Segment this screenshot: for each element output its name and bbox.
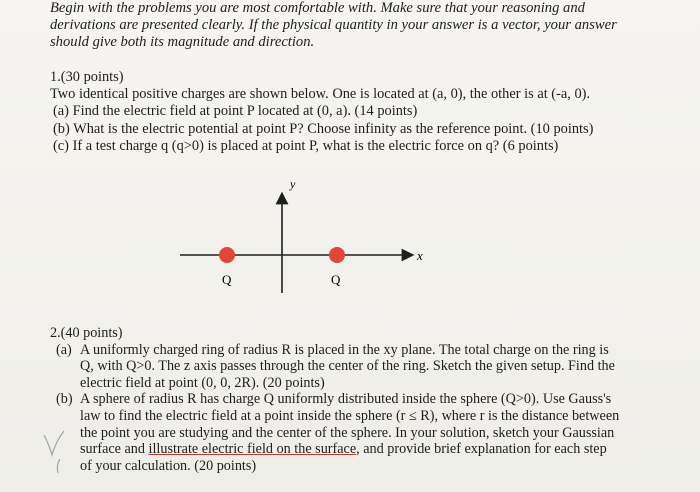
- part-label: (b): [56, 391, 73, 408]
- instructions-line: derivations are presented clearly. If the physical quantity in your answer is a vector, your answer: [50, 17, 617, 33]
- y-axis-label: y: [290, 177, 296, 191]
- right-charge: [329, 247, 345, 263]
- left-charge: [219, 247, 235, 263]
- part-line: of your calculation. (20 points): [80, 457, 257, 474]
- charges-diagram: [170, 170, 450, 295]
- part-line: A uniformly charged ring of radius R is placed in the xy plane. The total charge on the ring is: [80, 341, 609, 358]
- instructions: [50, 0, 670, 51]
- part-line: the point you are studying and the center of the sphere. In your solution, sketch your Gaussian: [80, 424, 615, 441]
- question-1-statement: Two identical positive charges are shown below. One is located at (a, 0), the other is at (-a, 0).: [50, 86, 591, 103]
- instructions-line: Begin with the problems you are most comfortable with. Make sure that your reasoning and: [50, 0, 585, 16]
- handwritten-check-mark: [34, 425, 74, 485]
- question-1-part-c: (c) If a test charge q (q>0) is placed at point P, what is the electric force on q? (6 points): [53, 137, 559, 154]
- part-label: (a): [56, 341, 72, 358]
- question-2-part-b: [50, 391, 670, 474]
- question-1-part-a: (a) Find the electric field at point P located at (0, a). (14 points): [53, 103, 418, 120]
- underlined-phrase: illustrate electric field on the surface: [148, 441, 357, 458]
- x-axis-label: x: [417, 248, 423, 263]
- question-2-header: 2.(40 points): [50, 325, 123, 341]
- part-text: , and provide brief explanation for each step: [356, 441, 607, 458]
- part-line: law to find the electric field at a point inside the sphere (r ≤ R), where r is the distance between: [80, 407, 620, 424]
- right-charge-label: Q: [331, 272, 341, 287]
- part-line: Q, with Q>0. The z axis passes through the center of the ring. Sketch the given setup. Find the: [80, 358, 615, 375]
- question-1-header: 1.(30 points): [50, 69, 124, 85]
- part-line: electric field at point (0, 0, 2R). (20 points): [80, 374, 325, 391]
- question-1-part-b: (b) What is the electric potential at point P? Choose infinity as the reference point. (10 points): [53, 120, 594, 137]
- question-1: [50, 69, 670, 155]
- part-line: A sphere of radius R has charge Q uniformly distributed inside the sphere (Q>0). Use Gauss's: [80, 391, 612, 408]
- question-2: [50, 325, 670, 474]
- part-line: [80, 441, 670, 458]
- left-charge-label: Q: [222, 272, 232, 287]
- part-text: surface and: [80, 441, 149, 458]
- question-2-part-a: [50, 342, 670, 392]
- instructions-line: should give both its magnitude and direction.: [50, 34, 315, 50]
